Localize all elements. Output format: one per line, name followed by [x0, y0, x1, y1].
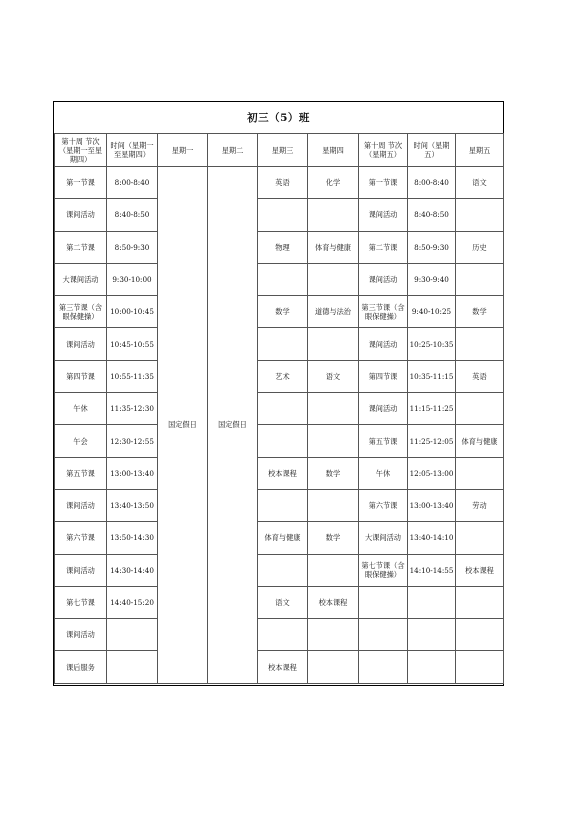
- time-cell: 14:30-14:40: [107, 554, 158, 586]
- time-cell: 10:45-10:55: [107, 328, 158, 360]
- friday-period-cell: 午休: [359, 457, 408, 489]
- period-cell: 第五节课: [55, 457, 107, 489]
- friday-period-cell: 课间活动: [359, 328, 408, 360]
- tuesday-holiday-cell: 国定假日: [208, 167, 258, 684]
- wednesday-cell: 英语: [258, 167, 308, 199]
- period-cell: 课间活动: [55, 489, 107, 521]
- friday-time-cell: 13:00-13:40: [408, 489, 456, 521]
- friday-cell: 历史: [456, 231, 504, 263]
- time-cell: 12:30-12:55: [107, 425, 158, 457]
- time-cell: 13:00-13:40: [107, 457, 158, 489]
- friday-period-cell: 课间活动: [359, 199, 408, 231]
- period-cell: 第六节课: [55, 522, 107, 554]
- wednesday-cell: [258, 328, 308, 360]
- period-cell: 第一节课: [55, 167, 107, 199]
- friday-cell: 英语: [456, 360, 504, 392]
- time-cell: 13:50-14:30: [107, 522, 158, 554]
- header-row: [55, 134, 504, 167]
- table-row: [55, 489, 504, 521]
- thursday-cell: [308, 199, 359, 231]
- friday-period-cell: 第六节课: [359, 489, 408, 521]
- friday-time-cell: [408, 586, 456, 618]
- wednesday-cell: 校本课程: [258, 651, 308, 683]
- period-cell: 课间活动: [55, 328, 107, 360]
- table-row: [55, 393, 504, 425]
- friday-time-cell: [408, 619, 456, 651]
- friday-time-cell: 13:40-14:10: [408, 522, 456, 554]
- friday-period-cell: 第五节课: [359, 425, 408, 457]
- header-time-mon-thu: 时间（星期一至星期四）: [107, 134, 158, 167]
- wednesday-cell: [258, 425, 308, 457]
- table-row: [55, 651, 504, 683]
- class-title: 初三（5）班: [54, 102, 503, 134]
- friday-time-cell: 8:40-8:50: [408, 199, 456, 231]
- header-thursday: 星期四: [308, 134, 359, 167]
- thursday-cell: [308, 328, 359, 360]
- friday-cell: [456, 393, 504, 425]
- friday-period-cell: [359, 619, 408, 651]
- time-cell: 9:30-10:00: [107, 263, 158, 295]
- period-cell: 午会: [55, 425, 107, 457]
- table-row: [55, 554, 504, 586]
- table-row: [55, 522, 504, 554]
- friday-period-cell: 课间活动: [359, 393, 408, 425]
- friday-cell: [456, 619, 504, 651]
- time-cell: [107, 619, 158, 651]
- table-row: [55, 296, 504, 328]
- header-period-friday: 第十周 节次（星期五）: [359, 134, 408, 167]
- table-row: [55, 263, 504, 295]
- thursday-cell: [308, 619, 359, 651]
- friday-period-cell: 第四节课: [359, 360, 408, 392]
- friday-period-cell: [359, 586, 408, 618]
- table-row: [55, 586, 504, 618]
- header-period-mon-thu: 第十周 节次（星期一至星期四）: [55, 134, 107, 167]
- time-cell: [107, 651, 158, 683]
- friday-period-cell: 第三节课（含眼保健操）: [359, 296, 408, 328]
- friday-time-cell: 10:25-10:35: [408, 328, 456, 360]
- friday-cell: [456, 263, 504, 295]
- friday-time-cell: 8:50-9:30: [408, 231, 456, 263]
- friday-period-cell: 第二节课: [359, 231, 408, 263]
- monday-holiday-cell: 国定假日: [158, 167, 208, 684]
- thursday-cell: [308, 425, 359, 457]
- thursday-cell: 数学: [308, 457, 359, 489]
- wednesday-cell: [258, 619, 308, 651]
- thursday-cell: [308, 489, 359, 521]
- wednesday-cell: [258, 263, 308, 295]
- period-cell: 午休: [55, 393, 107, 425]
- thursday-cell: 体育与健康: [308, 231, 359, 263]
- wednesday-cell: [258, 393, 308, 425]
- friday-period-cell: [359, 651, 408, 683]
- friday-time-cell: 11:25-12:05: [408, 425, 456, 457]
- friday-time-cell: 9:30-9:40: [408, 263, 456, 295]
- friday-cell: [456, 586, 504, 618]
- table-row: [55, 360, 504, 392]
- table-row: [55, 457, 504, 489]
- period-cell: 课间活动: [55, 554, 107, 586]
- friday-cell: 校本课程: [456, 554, 504, 586]
- friday-time-cell: 8:00-8:40: [408, 167, 456, 199]
- friday-cell: 语文: [456, 167, 504, 199]
- table-row: [55, 425, 504, 457]
- period-cell: 课间活动: [55, 619, 107, 651]
- friday-cell: [456, 328, 504, 360]
- table-row: [55, 328, 504, 360]
- period-cell: 第四节课: [55, 360, 107, 392]
- friday-time-cell: 9:40-10:25: [408, 296, 456, 328]
- wednesday-cell: [258, 199, 308, 231]
- time-cell: 8:40-8:50: [107, 199, 158, 231]
- friday-period-cell: 第一节课: [359, 167, 408, 199]
- period-cell: 课间活动: [55, 199, 107, 231]
- table-row: [55, 167, 504, 199]
- friday-time-cell: 10:35-11:15: [408, 360, 456, 392]
- table-row: [55, 199, 504, 231]
- wednesday-cell: 物理: [258, 231, 308, 263]
- time-cell: 10:00-10:45: [107, 296, 158, 328]
- time-cell: 13:40-13:50: [107, 489, 158, 521]
- friday-period-cell: 第七节课（含眼保健操）: [359, 554, 408, 586]
- time-cell: 14:40-15:20: [107, 586, 158, 618]
- time-cell: 8:00-8:40: [107, 167, 158, 199]
- friday-cell: 劳动: [456, 489, 504, 521]
- friday-cell: [456, 651, 504, 683]
- header-time-friday: 时间（星期五）: [408, 134, 456, 167]
- header-wednesday: 星期三: [258, 134, 308, 167]
- friday-period-cell: 大课间活动: [359, 522, 408, 554]
- friday-time-cell: 11:15-11:25: [408, 393, 456, 425]
- wednesday-cell: [258, 489, 308, 521]
- wednesday-cell: 体育与健康: [258, 522, 308, 554]
- friday-cell: [456, 199, 504, 231]
- timetable-sheet: [53, 101, 504, 686]
- period-cell: 第七节课: [55, 586, 107, 618]
- thursday-cell: 化学: [308, 167, 359, 199]
- friday-period-cell: 课间活动: [359, 263, 408, 295]
- friday-cell: 体育与健康: [456, 425, 504, 457]
- wednesday-cell: 数学: [258, 296, 308, 328]
- friday-time-cell: [408, 651, 456, 683]
- friday-time-cell: 12:05-13:00: [408, 457, 456, 489]
- header-monday: 星期一: [158, 134, 208, 167]
- time-cell: 10:55-11:35: [107, 360, 158, 392]
- thursday-cell: [308, 263, 359, 295]
- time-cell: 8:50-9:30: [107, 231, 158, 263]
- wednesday-cell: 语文: [258, 586, 308, 618]
- table-row: [55, 231, 504, 263]
- friday-time-cell: 14:10-14:55: [408, 554, 456, 586]
- friday-cell: [456, 457, 504, 489]
- thursday-cell: 语文: [308, 360, 359, 392]
- timetable: [54, 133, 504, 684]
- wednesday-cell: [258, 554, 308, 586]
- period-cell: 第三节课（含眼保健操）: [55, 296, 107, 328]
- table-row: [55, 619, 504, 651]
- thursday-cell: [308, 651, 359, 683]
- friday-cell: 数学: [456, 296, 504, 328]
- period-cell: 第二节课: [55, 231, 107, 263]
- thursday-cell: 数学: [308, 522, 359, 554]
- wednesday-cell: 艺术: [258, 360, 308, 392]
- thursday-cell: [308, 393, 359, 425]
- time-cell: 11:35-12:30: [107, 393, 158, 425]
- friday-cell: [456, 522, 504, 554]
- header-tuesday: 星期二: [208, 134, 258, 167]
- thursday-cell: 道德与法治: [308, 296, 359, 328]
- thursday-cell: 校本课程: [308, 586, 359, 618]
- period-cell: 课后服务: [55, 651, 107, 683]
- header-friday: 星期五: [456, 134, 504, 167]
- period-cell: 大课间活动: [55, 263, 107, 295]
- wednesday-cell: 校本课程: [258, 457, 308, 489]
- thursday-cell: [308, 554, 359, 586]
